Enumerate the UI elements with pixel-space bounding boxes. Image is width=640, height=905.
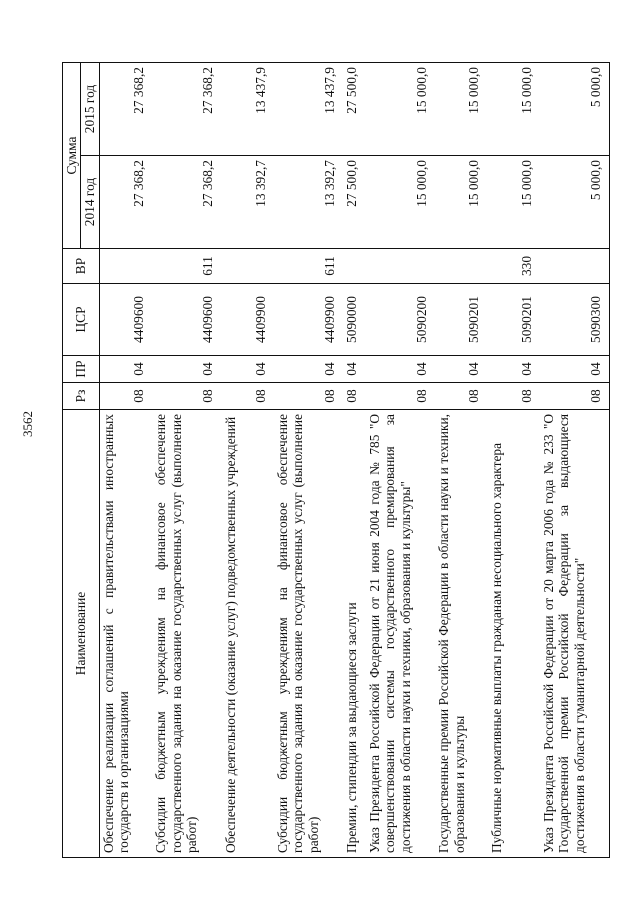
header-csr: ЦСР — [63, 284, 100, 356]
row-pr: 04 — [322, 362, 338, 376]
row-sum-2015: 27 500,0 — [343, 62, 365, 155]
row-csr: 5090201 — [518, 296, 534, 343]
row-csr: 4409900 — [322, 296, 338, 343]
header-pr: ПР — [63, 356, 100, 383]
header-2014: 2014 год — [81, 156, 99, 249]
header-sum: Сумма — [63, 62, 81, 248]
table-row — [488, 62, 540, 857]
header-vr: ВР — [63, 249, 100, 284]
row-rz: 08 — [518, 389, 534, 403]
row-pr: 04 — [343, 356, 365, 383]
row-csr: 4409600 — [200, 296, 216, 343]
rotated-page — [62, 63, 604, 858]
row-sum-2014: 15 000,0 — [413, 160, 429, 207]
row-sum-2015: 13 437,9 — [322, 66, 338, 114]
row-sum-2015: 5 000,0 — [588, 66, 604, 108]
row-vr — [223, 253, 253, 279]
row-rz: 08 — [130, 389, 146, 403]
row-rz: 08 — [200, 389, 216, 403]
row-vr: 330 — [518, 255, 534, 277]
table-row — [99, 62, 152, 857]
row-vr — [367, 253, 414, 279]
row-sum-2014: 27 368,2 — [130, 160, 146, 207]
row-pr: 04 — [518, 362, 534, 376]
table-row — [152, 62, 221, 857]
table-row — [435, 62, 487, 857]
row-rz: 08 — [322, 389, 338, 403]
table-row — [540, 62, 610, 857]
row-sum-2015: 27 368,2 — [200, 66, 216, 114]
row-csr: 5090200 — [413, 296, 429, 343]
row-sum-2014: 5 000,0 — [588, 160, 604, 201]
table-row — [222, 62, 274, 857]
row-csr: 5090300 — [588, 296, 604, 343]
row-csr: 5090201 — [466, 296, 482, 343]
row-name: Премии, стипендии за выдающиеся заслуги — [343, 410, 365, 858]
row-rz: 08 — [343, 383, 365, 410]
row-vr — [101, 253, 131, 279]
row-name: Субсидии бюджетным учреждениям на финансовое обеспечение государственного задания на оказание государственных услуг (выполнение работ) — [152, 410, 221, 858]
row-sum-2014: 13 392,7 — [322, 160, 338, 207]
row-rz: 08 — [466, 389, 482, 403]
row-sum-2015: 15 000,0 — [518, 66, 534, 114]
row-sum-2015: 15 000,0 — [466, 66, 482, 114]
page-number: 3562 — [20, 411, 35, 437]
row-sum-2014: 15 000,0 — [466, 160, 482, 207]
table-row — [343, 62, 365, 857]
row-sum-2014: 27 368,2 — [200, 160, 216, 207]
row-pr: 04 — [413, 362, 429, 376]
row-vr — [343, 249, 365, 284]
table-row — [366, 62, 435, 857]
row-vr — [436, 253, 466, 279]
row-pr: 04 — [588, 362, 604, 376]
row-vr — [541, 253, 588, 279]
row-sum-2015: 27 368,2 — [130, 66, 146, 114]
row-csr: 5090000 — [343, 284, 365, 356]
table-row — [274, 62, 343, 857]
row-pr: 04 — [252, 362, 268, 376]
row-sum-2015: 13 437,9 — [252, 66, 268, 114]
row-csr: 4409600 — [130, 296, 146, 343]
row-name: Субсидии бюджетным учреждениям на финансовое обеспечение государственного задания на оказание государственных услуг (выполнение работ) — [274, 410, 343, 858]
row-csr: 4409900 — [252, 296, 268, 343]
row-name: Указ Президента Российской Федерации от 21 июня 2004 года № 785 "О совершенствовании системы государственного премирования за достижения в области науки и техники, образования и культуры" — [366, 410, 435, 858]
row-sum-2015: 15 000,0 — [413, 66, 429, 114]
row-sum-2014: 27 500,0 — [343, 156, 365, 249]
row-rz: 08 — [588, 389, 604, 403]
row-name: Публичные нормативные выплаты гражданам несоциального характера — [488, 410, 540, 858]
row-pr: 04 — [130, 362, 146, 376]
row-name: Обеспечение реализации соглашений с правительствами иностранных государств и организациями — [99, 410, 152, 858]
row-pr: 04 — [466, 362, 482, 376]
header-2015: 2015 год — [81, 62, 99, 155]
row-sum-2014: 15 000,0 — [518, 160, 534, 207]
row-sum-2014: 13 392,7 — [252, 160, 268, 207]
header-name: Наименование — [63, 410, 100, 858]
row-name: Указ Президента Российской Федерации от 20 марта 2006 года № 233 "О Государственной премии Российской Федерации за выдающиеся достижения в области гуманитарной деятельности" — [540, 410, 610, 858]
budget-table — [62, 62, 610, 858]
row-vr: 611 — [200, 256, 216, 276]
row-pr: 04 — [200, 362, 216, 376]
row-vr: 611 — [322, 256, 338, 276]
row-rz: 08 — [252, 389, 268, 403]
header-rz: Рз — [63, 383, 100, 410]
row-rz: 08 — [413, 389, 429, 403]
row-name: Обеспечение деятельности (оказание услуг) подведомственных учреждений — [222, 410, 274, 858]
row-name: Государственные премии Российской Федерации в области науки и техники, образования и культуры — [435, 410, 487, 858]
